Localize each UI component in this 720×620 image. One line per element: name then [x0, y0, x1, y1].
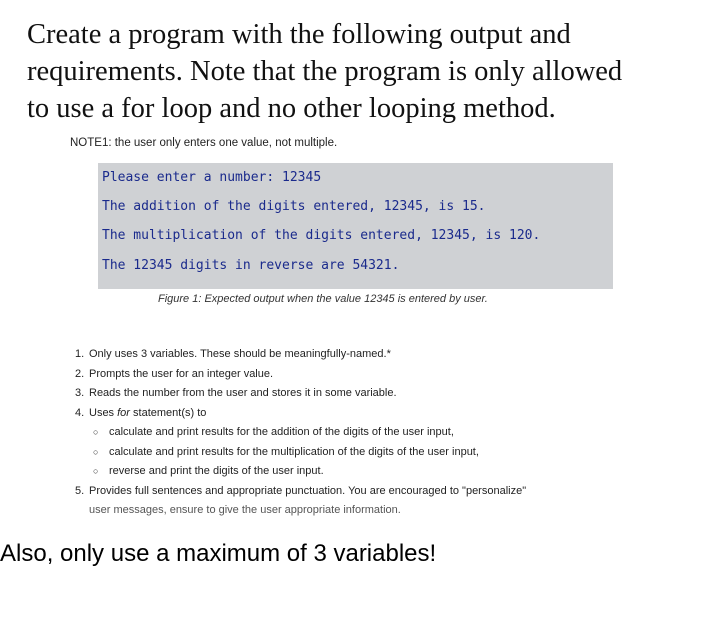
console-output-box [98, 163, 613, 289]
heading-line: requirements. Note that the program is only allowed [27, 56, 623, 87]
list-number: 2. [75, 367, 85, 380]
list-text-pre: Uses [89, 406, 118, 419]
console-line: The 12345 digits in reverse are 54321. [102, 258, 400, 273]
list-item [75, 404, 715, 424]
note-text: NOTE1: the user only enters one value, not multiple. [70, 137, 338, 149]
list-text: Reads the number from the user and stores it in some variable. [89, 387, 397, 399]
requirements-list [75, 345, 715, 520]
sub-list-item [75, 423, 715, 443]
assignment-heading [27, 16, 707, 127]
figure-caption: Figure 1: Expected output when the value 12345 is entered by user. [158, 293, 488, 305]
circle-bullet-icon: ○ [93, 446, 99, 457]
sub-list-item [75, 443, 715, 463]
sub-list-item [75, 462, 715, 482]
list-number: 5. [75, 484, 85, 497]
list-item [75, 384, 715, 404]
list-number: 4. [75, 406, 85, 419]
list-text-continuation: user messages, ensure to give the user appropriate information. [89, 504, 401, 516]
circle-bullet-icon: ○ [93, 466, 99, 476]
list-item [75, 345, 715, 365]
sub-list-text: reverse and print the digits of the user input. [109, 465, 324, 477]
list-text: Only uses 3 variables. These should be meaningfully-named.* [89, 348, 391, 360]
circle-bullet-icon: ○ [93, 427, 99, 437]
list-text-emphasis: for [117, 406, 130, 419]
list-text: Provides full sentences and appropriate punctuation. You are encouraged to "personalize" [89, 484, 527, 497]
list-number: 3. [75, 387, 85, 399]
list-number: 1. [75, 348, 85, 360]
heading-line: to use a for loop and no other looping method. [27, 93, 556, 124]
heading-line: Create a program with the following output and [27, 19, 571, 50]
console-line: The multiplication of the digits entered, 12345, is 120. [102, 228, 541, 243]
console-line: The addition of the digits entered, 12345, is 15. [102, 199, 486, 214]
list-item [75, 482, 715, 502]
list-item [75, 365, 715, 385]
list-text: Prompts the user for an integer value. [89, 367, 274, 380]
list-text-post: statement(s) to [129, 406, 207, 419]
sub-list-text: calculate and print results for the addition of the digits of the user input, [109, 426, 454, 438]
sub-list-text: calculate and print results for the multiplication of the digits of the user input, [109, 445, 479, 458]
footer-note: Also, only use a maximum of 3 variables! [0, 540, 437, 567]
console-line: Please enter a number: 12345 [102, 170, 322, 185]
list-text [89, 404, 206, 424]
